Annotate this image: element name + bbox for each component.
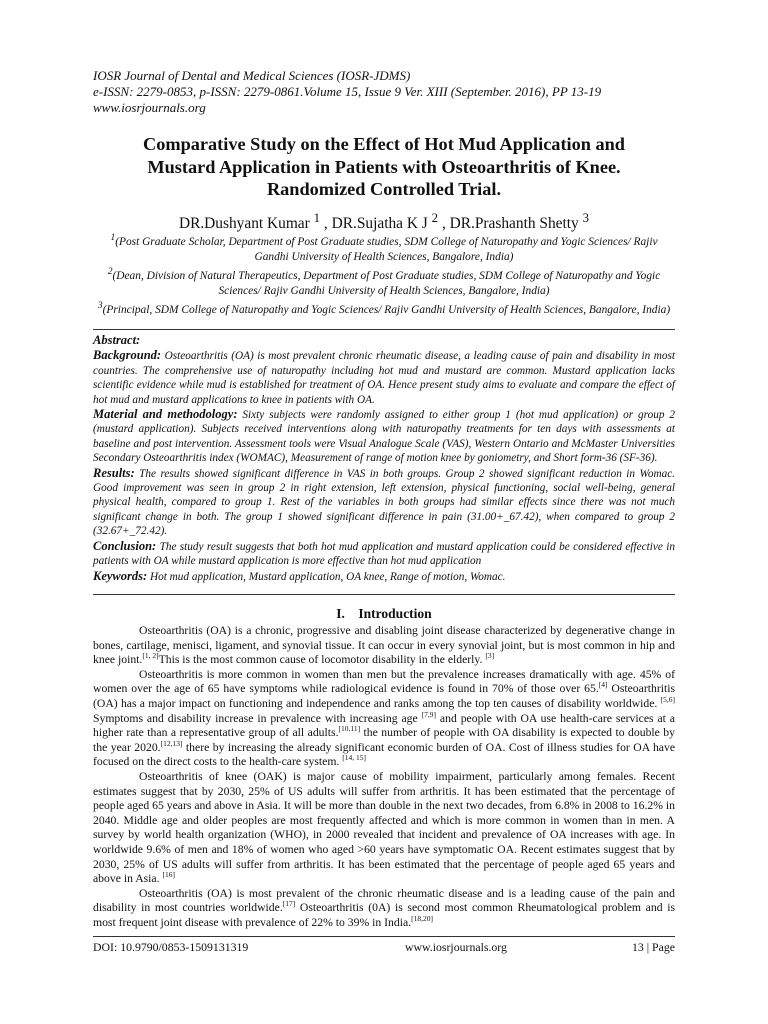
footer-doi: DOI: 10.9790/0853-1509131319 <box>93 940 249 954</box>
citation: [14, 15] <box>342 753 366 763</box>
author-3-marker: 3 <box>582 211 590 225</box>
text-run: Symptoms and disability increase in prevalence with increasing age <box>93 711 418 725</box>
affiliation-2 <box>93 265 675 299</box>
citation: [17] <box>282 899 296 909</box>
affiliation-3 <box>93 299 675 318</box>
author-list <box>93 209 675 233</box>
conclusion-text: The study result suggests that both hot mud application and mustard application could be considered effective in patients with OA while mustard application is more effective than hot mud application <box>93 540 675 568</box>
journal-header <box>93 68 683 116</box>
footer-rule <box>93 936 675 937</box>
affiliation-1 <box>93 231 675 265</box>
introduction-body <box>93 624 675 930</box>
citation: [18,20] <box>411 913 433 923</box>
paragraph-4 <box>93 887 675 931</box>
citation: [7,9] <box>421 709 436 719</box>
citation: [12,13] <box>160 738 183 748</box>
affiliations <box>93 231 675 318</box>
affiliation-1-marker: 1 <box>110 233 116 243</box>
text-run: This is the most common cause of locomotor disability in the elderly. <box>158 653 483 667</box>
journal-name: IOSR Journal of Dental and Medical Sciences (IOSR-JDMS) <box>93 68 411 83</box>
paper-title <box>93 133 675 201</box>
text-run: Osteoarthritis is more common in women than men but the prevalence increases dramatically with age. 45% of women over the age of 65 have symptoms while radiological evidence is found in 70% of those over 65. <box>93 667 675 696</box>
text-run: Osteoarthritis of knee (OAK) is major cause of mobility impairment, particularly among females. Recent estimates suggest that by 2030, 25% of US adults will suffer from arthritis. It has been estimated that the percentage of people aged 65 years and above in Asia. It will be more than double in the next two decades, from 6.8% in 2008 to 16.2% in 2040. Middle age and older peoples are most frequently affected and which is more common in women than in men. A survey by world health organization (WHO), in 2000 revealed that incident and prevalence of OA increases with age. In worldwide 9.6% of men and 18% of women who aged >60 years have symptomatic OA. Recent estimates suggest that by 2030, 25% of US adults will suffer from arthritis. It has been estimated that the percentage of people aged 65 years and above in Asia. <box>93 769 675 886</box>
text-run: Osteoarthritis (OA) has a major impact on functioning and independence and ranks among the top ten causes of disability worldwide. <box>93 682 676 710</box>
results-text: The results showed significant difference in VAS in both groups. Group 2 showed significant reduction in Womac. Good improvement was seen in group 2 in right extension, left extension, physical functioning, social well-being, general physical health, compared to group 1. Rest of the variables in both groups had similar effects since there was not much significant change in both. The group 1 showed significant difference in pain (31.00+_67.42), when compared to group 2 (32.67+_72.42). <box>93 467 675 538</box>
affiliation-3-text: (Principal, SDM College of Naturopathy and Yogic Sciences/ Rajiv Gandhi University of Health Sciences, Bangalore, India) <box>102 304 671 317</box>
results-label: Results: <box>93 465 135 480</box>
title-line-2: Mustard Application in Patients with Osteoarthritis of Knee. <box>147 156 621 177</box>
affiliation-2-marker: 2 <box>107 267 113 278</box>
author-1: DR.Dushyant Kumar <box>178 215 310 233</box>
background-text: Osteoarthritis (OA) is most prevalent chronic rheumatic disease, a leading cause of pain and disability in most countries. The comprehensive use of naturopathy including hot mud and mustard are common. Mustard application lacks scientific evidence while mud is established for treatment of OA. Hence present study aims to evaluate and compare the effect of hot mud and mustard applications to knee in patients with OA. <box>93 350 675 406</box>
text-run: there by increasing the already significant economic burden of OA. Cost of illness studies for OA have focused on the direct costs to the health-care system. <box>93 740 676 769</box>
background-label: Background: <box>93 348 162 363</box>
title-line-3: Randomized Controlled Trial. <box>266 179 502 199</box>
citation: [3] <box>485 651 495 661</box>
title-line-1: Comparative Study on the Effect of Hot Mud Application and <box>143 134 625 154</box>
affiliation-2-text: (Dean, Division of Natural Therapeutics, Department of Post Graduate studies, SDM College of Naturopathy and Yogic Sciences/ Rajiv Gandhi University of Health Sciences, Bangalore, India) <box>112 270 661 298</box>
author-2: , DR.Sujatha K J <box>323 215 428 233</box>
abstract-top-rule <box>93 329 675 330</box>
methods-label: Material and methodology: <box>93 407 238 422</box>
abstract-bottom-rule <box>93 594 675 595</box>
text-run: the number of people with OA disability is expected to double by the year 2020. <box>93 726 675 754</box>
section-heading <box>93 606 675 622</box>
citation: [5,6] <box>660 695 675 705</box>
section-number: I. <box>336 606 345 621</box>
citation: [1, 2] <box>142 651 159 661</box>
keywords-label: Keywords: <box>93 568 148 583</box>
footer-page-number: 13 | Page <box>632 940 675 954</box>
author-3: , DR.Prashanth Shetty <box>441 215 579 233</box>
citation: [10,11] <box>338 724 361 734</box>
paragraph-1 <box>93 624 675 668</box>
text-run: Osteoarthritis (0A) is second most common Rheumatological problem and is most frequent joint disease with prevalence of 22% to 39% in India. <box>93 901 676 929</box>
keywords-text: Hot mud application, Mustard application, OA knee, Range of motion, Womac. <box>147 570 506 583</box>
author-2-marker: 2 <box>431 211 439 225</box>
abstract-block <box>93 333 675 584</box>
citation: [4] <box>598 680 608 690</box>
text-run: and people with OA use health-care services at a higher rate than a representative group of all adults. <box>93 711 675 740</box>
journal-issn: e-ISSN: 2279-0853, p-ISSN: 2279-0861.Volume 15, Issue 9 Ver. XIII (September. 2016), PP 13-19 <box>93 84 602 99</box>
footer-site: www.iosrjournals.org <box>405 940 507 954</box>
paragraph-2 <box>93 668 675 770</box>
text-run: Osteoarthritis (OA) is a chronic, progressive and disabling joint disease characterized by degenerative change in bones, cartilage, menisci, ligament, and synovial tissue. It can occur in every synovial joint, but is most common in hip and knee joint. <box>93 624 675 667</box>
text-run: Osteoarthritis (OA) is most prevalent of the chronic rheumatic disease and is a leading cause of the pain and disability in most countries worldwide. <box>93 886 675 915</box>
author-1-marker: 1 <box>313 211 321 225</box>
affiliation-3-marker: 3 <box>97 301 103 312</box>
conclusion-label: Conclusion: <box>93 538 157 553</box>
methods-text: Sixty subjects were randomly assigned to either group 1 (hot mud application) or group 2 (mustard application). Subjects received interventions along with naturopathy treatments for ten days with assessments at baseline and post intervention. Assessment tools were Visual Analogue Scale (VAS), Western Ontario and McMaster Universities Secondary Osteoarthritis index (WOMAC), Measurement of range of motion knee by goniometry, and Short form-36 (SF-36). <box>93 409 675 465</box>
citation: [16] <box>162 870 175 880</box>
paragraph-3 <box>93 770 675 887</box>
abstract-heading: Abstract: <box>93 333 141 347</box>
section-title: Introduction <box>358 606 432 621</box>
journal-site: www.iosrjournals.org <box>93 100 206 115</box>
affiliation-1-text: (Post Graduate Scholar, Department of Post Graduate studies, SDM College of Naturopathy and Yogic Sciences/ Rajiv Gandhi University of Health Sciences, Bangalore, India) <box>115 235 658 263</box>
